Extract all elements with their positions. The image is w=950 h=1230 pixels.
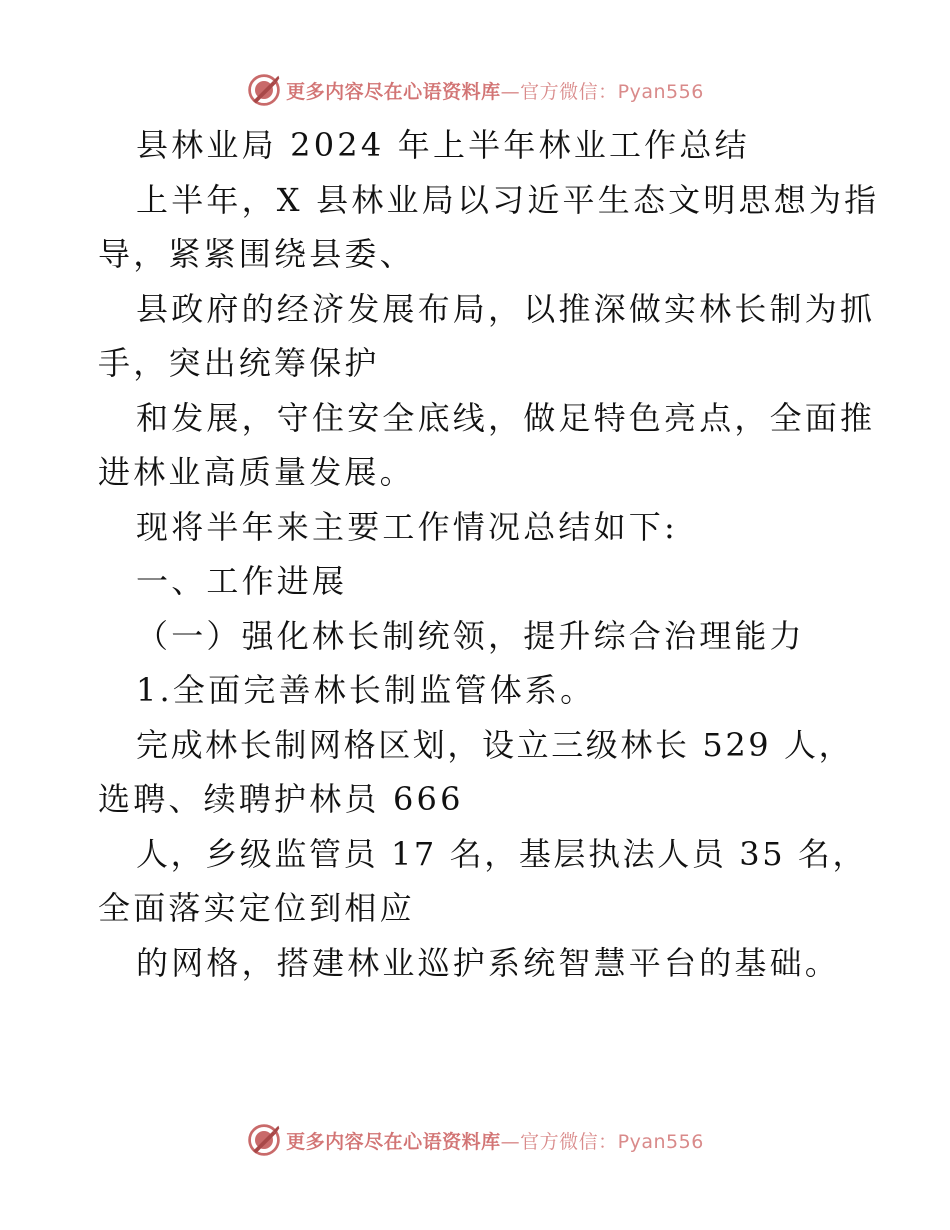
footer-watermark: [0, 1120, 950, 1160]
header-watermark: [0, 70, 950, 110]
paragraph-line: 的网格，搭建林业巡护系统智慧平台的基础。: [136, 943, 841, 982]
quill-seal-icon: [246, 1122, 282, 1158]
paragraph-line: 现将半年来主要工作情况总结如下:: [136, 507, 678, 546]
section-heading: 一、工作进展: [136, 562, 348, 600]
document-body: [98, 118, 880, 990]
quill-seal-icon: [246, 72, 282, 108]
paragraph-line: 和发展，守住安全底线，做足特色亮点，全面推: [136, 398, 876, 437]
item-heading: 1.全面完善林长制监管体系。: [136, 671, 596, 709]
watermark-text: [286, 77, 704, 104]
paragraph-line: 县政府的经济发展布局，以推深做实林长制为抓: [136, 289, 876, 328]
document-title: 县林业局 2024 年上半年林业工作总结: [136, 126, 750, 164]
subsection-heading: （一）强化林长制统领，提升综合治理能力: [136, 616, 805, 655]
paragraph-line: 导，紧紧围绕县委、: [98, 235, 415, 273]
paragraph-line: 全面落实定位到相应: [98, 889, 415, 927]
paragraph-line: 完成林长制网格区划，设立三级林长 529 人，: [136, 725, 854, 764]
paragraph-line: 进林业高质量发展。: [98, 453, 415, 491]
paragraph-line: 手，突出统筹保护: [98, 344, 380, 382]
watermark-text: [286, 1127, 704, 1154]
watermark-contact: —官方微信：Pyan556: [500, 1130, 704, 1153]
watermark-contact: —官方微信：Pyan556: [500, 80, 704, 103]
paragraph-line: 人，乡级监管员 17 名，基层执法人员 35 名，: [136, 834, 868, 873]
paragraph-line: 选聘、续聘护林员 666: [98, 780, 464, 818]
watermark-brand: 更多内容尽在心语资料库: [286, 80, 501, 103]
paragraph-line: 上半年，X 县林业局以习近平生态文明思想为指: [136, 180, 880, 219]
watermark-brand: 更多内容尽在心语资料库: [286, 1130, 501, 1153]
